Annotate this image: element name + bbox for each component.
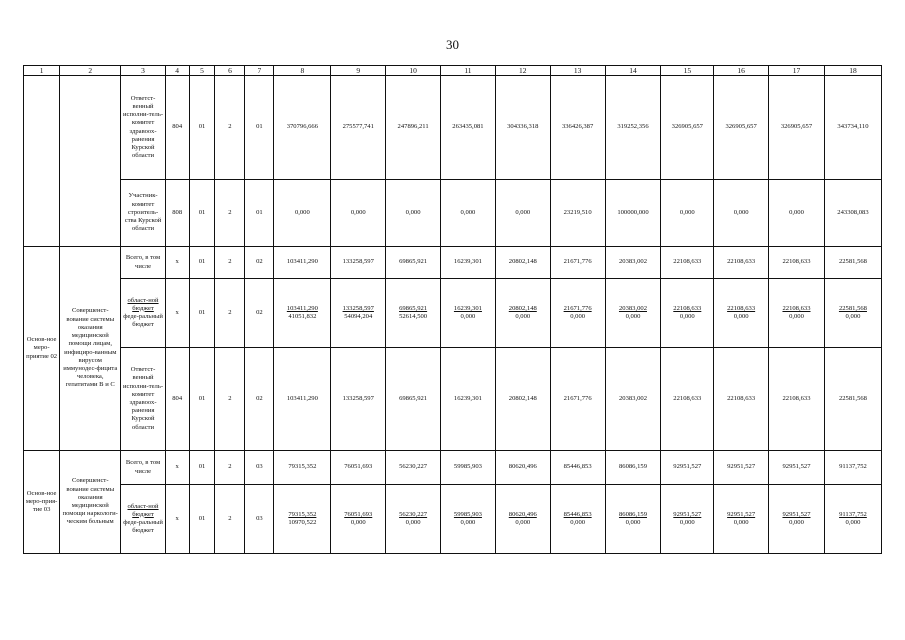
code-cell: 01 [189, 279, 215, 348]
column-header-8: 8 [274, 66, 331, 76]
table-row [24, 76, 882, 180]
value-cell: 22108,633 [769, 348, 825, 451]
regional-budget-value: 22108,633 [727, 304, 756, 312]
value-cell: 20383,002 [605, 348, 661, 451]
federal-budget-value: 0,000 [733, 313, 749, 320]
value-cell: 56230,227 [386, 451, 441, 485]
regional-budget-value: 85446,853 [563, 510, 592, 518]
value-cell: 80620,496 [495, 451, 550, 485]
participant-cell: Ответст-венный исполни-тель-комитет здравоох-ранения Курской области [121, 76, 166, 180]
value-cell: 16239,301 [441, 247, 496, 279]
column-header-15: 15 [661, 66, 714, 76]
code-cell: 02 [245, 279, 274, 348]
value-cell [386, 279, 441, 348]
column-header-9: 9 [331, 66, 386, 76]
column-header-6: 6 [215, 66, 245, 76]
code-cell: х [165, 485, 189, 554]
code-cell: 01 [189, 348, 215, 451]
code-cell: 02 [245, 247, 274, 279]
table-row [24, 247, 882, 279]
code-cell: 808 [165, 180, 189, 247]
value-cell: 79315,352 [274, 451, 331, 485]
table-row [24, 485, 882, 554]
code-cell: 01 [189, 180, 215, 247]
code-cell: 2 [215, 180, 245, 247]
value-cell [331, 485, 386, 554]
code-cell: 03 [245, 485, 274, 554]
regional-budget-value: 21671,776 [563, 304, 592, 312]
federal-budget-value: 0,000 [789, 313, 804, 320]
value-cell [605, 485, 661, 554]
value-cell: 326905,657 [714, 76, 769, 180]
federal-budget-label: феде-ральный бюджет [123, 519, 163, 535]
value-cell: 133258,597 [331, 247, 386, 279]
column-header-14: 14 [605, 66, 661, 76]
column-header-3: 3 [121, 66, 166, 76]
value-cell: 343734,110 [824, 76, 881, 180]
regional-budget-value: 22581,568 [838, 304, 867, 312]
participant-cell: Всего, в том числе [121, 247, 166, 279]
federal-budget-value: 0,000 [570, 313, 586, 320]
code-cell: 01 [245, 180, 274, 247]
code-cell: 2 [215, 247, 245, 279]
value-cell: 22108,633 [714, 247, 769, 279]
value-cell: 69865,921 [386, 348, 441, 451]
federal-budget-value: 0,000 [733, 519, 749, 526]
value-cell: 319252,356 [605, 76, 661, 180]
federal-budget-value: 0,000 [845, 313, 861, 320]
value-cell: 243308,083 [824, 180, 881, 247]
regional-budget-value: 91137,752 [839, 510, 867, 518]
value-cell: 370796,666 [274, 76, 331, 180]
value-cell: 0,000 [661, 180, 714, 247]
value-cell: 59985,903 [441, 451, 496, 485]
value-cell: 21671,776 [550, 348, 605, 451]
federal-budget-value: 10970,522 [288, 519, 317, 526]
value-cell: 22108,633 [661, 247, 714, 279]
federal-budget-value: 0,000 [405, 519, 421, 526]
value-cell: 69865,921 [386, 247, 441, 279]
regional-budget-value: 76051,693 [344, 510, 373, 518]
value-cell [605, 279, 661, 348]
column-header-7: 7 [245, 66, 274, 76]
event-cell: Основ-ное меро-приятие 02 [24, 247, 60, 451]
code-cell: 2 [215, 76, 245, 180]
value-cell: 0,000 [386, 180, 441, 247]
value-cell [769, 279, 825, 348]
code-cell: 2 [215, 485, 245, 554]
value-cell: 304336,318 [495, 76, 550, 180]
column-header-11: 11 [441, 66, 496, 76]
value-cell: 336426,387 [550, 76, 605, 180]
value-cell: 91137,752 [824, 451, 881, 485]
code-cell: 2 [215, 279, 245, 348]
code-cell: 804 [165, 76, 189, 180]
regional-budget-value: 59985,903 [453, 510, 482, 518]
federal-budget-value: 0,000 [845, 519, 861, 526]
federal-budget-value: 41051,832 [288, 313, 317, 320]
value-cell: 20802,148 [495, 247, 550, 279]
federal-budget-value: 0,000 [570, 519, 586, 526]
value-cell: 0,000 [274, 180, 331, 247]
code-cell: 01 [189, 451, 215, 485]
value-cell [550, 485, 605, 554]
column-header-13: 13 [550, 66, 605, 76]
value-cell: 22108,633 [714, 348, 769, 451]
value-cell [441, 485, 496, 554]
value-cell [331, 279, 386, 348]
federal-budget-value: 0,000 [460, 519, 476, 526]
value-cell [274, 279, 331, 348]
column-header-2: 2 [60, 66, 121, 76]
value-cell: 16239,301 [441, 348, 496, 451]
value-cell [824, 485, 881, 554]
regional-budget-value: 80620,496 [508, 510, 537, 518]
code-cell: 2 [215, 348, 245, 451]
value-cell: 326905,657 [769, 76, 825, 180]
code-cell: 01 [189, 76, 215, 180]
code-cell: 2 [215, 451, 245, 485]
federal-budget-value: 0,000 [625, 313, 641, 320]
regional-budget-value: 92951,527 [673, 510, 702, 518]
code-cell: х [165, 451, 189, 485]
column-header-12: 12 [495, 66, 550, 76]
value-cell [441, 279, 496, 348]
value-cell [550, 279, 605, 348]
table-row [24, 348, 882, 451]
column-header-17: 17 [769, 66, 825, 76]
federal-budget-value: 0,000 [460, 313, 476, 320]
value-cell: 0,000 [769, 180, 825, 247]
value-cell: 133258,597 [331, 348, 386, 451]
regional-budget-value: 86086,159 [618, 510, 647, 518]
regional-budget-label: област-ной бюджет [127, 296, 159, 312]
regional-budget-value: 69865,921 [399, 304, 428, 312]
regional-budget-value: 22108,633 [673, 304, 702, 312]
column-header-4: 4 [165, 66, 189, 76]
regional-budget-value: 92951,527 [782, 510, 811, 518]
value-cell: 275577,741 [331, 76, 386, 180]
participant-cell: Всего, в том числе [121, 451, 166, 485]
value-cell: 92951,527 [661, 451, 714, 485]
regional-budget-value: 20802,148 [508, 304, 537, 312]
table-row [24, 451, 882, 485]
value-cell [661, 279, 714, 348]
federal-budget-value: 0,000 [515, 313, 531, 320]
event-name-cell: Совершенст-вование системы оказания медицинской помощи наркологи-ческим больным [60, 451, 121, 554]
column-header-16: 16 [714, 66, 769, 76]
value-cell: 92951,527 [769, 451, 825, 485]
budget-table [23, 65, 882, 554]
column-header-18: 18 [824, 66, 881, 76]
value-cell: 103411,290 [274, 348, 331, 451]
participant-cell: Ответст-венный исполни-тель-комитет здравоох-ранения Курской области [121, 348, 166, 451]
event-name-cell [60, 76, 121, 247]
federal-budget-value: 54094,204 [344, 313, 373, 320]
code-cell: 804 [165, 348, 189, 451]
page-number: 30 [446, 37, 459, 52]
code-cell: 02 [245, 348, 274, 451]
code-cell: 01 [189, 485, 215, 554]
value-cell: 22108,633 [769, 247, 825, 279]
value-cell: 92951,527 [714, 451, 769, 485]
participant-cell [121, 485, 166, 554]
value-cell: 22108,633 [661, 348, 714, 451]
regional-budget-value: 133258,597 [342, 304, 374, 312]
regional-budget-label: област-ной бюджет [127, 502, 159, 518]
code-cell: 01 [245, 76, 274, 180]
value-cell: 0,000 [441, 180, 496, 247]
value-cell: 0,000 [714, 180, 769, 247]
code-cell: 01 [189, 247, 215, 279]
regional-budget-value: 16239,301 [453, 304, 482, 312]
federal-budget-value: 0,000 [515, 519, 531, 526]
regional-budget-value: 92951,527 [727, 510, 756, 518]
participant-cell: Участник-комитет строитель-ства Курской области [121, 180, 166, 247]
participant-cell [121, 279, 166, 348]
value-cell [824, 279, 881, 348]
table-row [24, 180, 882, 247]
value-cell [495, 279, 550, 348]
value-cell [495, 485, 550, 554]
value-cell: 103411,290 [274, 247, 331, 279]
column-header-1: 1 [24, 66, 60, 76]
value-cell [274, 485, 331, 554]
value-cell: 0,000 [495, 180, 550, 247]
regional-budget-value: 22108,633 [782, 304, 811, 312]
value-cell: 100000,000 [605, 180, 661, 247]
value-cell [386, 485, 441, 554]
federal-budget-value: 0,000 [789, 519, 804, 526]
event-cell: Основ-ное меро-прия-тие 03 [24, 451, 60, 554]
value-cell [661, 485, 714, 554]
federal-budget-value: 52614,500 [399, 313, 428, 320]
value-cell: 326905,657 [661, 76, 714, 180]
value-cell [769, 485, 825, 554]
value-cell [714, 279, 769, 348]
federal-budget-value: 0,000 [679, 519, 695, 526]
value-cell: 76051,693 [331, 451, 386, 485]
column-header-10: 10 [386, 66, 441, 76]
value-cell: 22581,568 [824, 247, 881, 279]
regional-budget-value: 79315,352 [288, 510, 317, 518]
federal-budget-label: феде-ральный бюджет [123, 313, 163, 329]
regional-budget-value: 20383,002 [618, 304, 647, 312]
column-header-5: 5 [189, 66, 215, 76]
value-cell: 86086,159 [605, 451, 661, 485]
code-cell: х [165, 279, 189, 348]
event-name-cell: Совершенст-вование системы оказания медицинской помощи лицам, инфициро-ванным вирусом иммунодес-фицита человека, гепатитами В и С [60, 247, 121, 451]
federal-budget-value: 0,000 [350, 519, 366, 526]
value-cell: 20383,002 [605, 247, 661, 279]
value-cell: 0,000 [331, 180, 386, 247]
value-cell: 20802,148 [495, 348, 550, 451]
value-cell [714, 485, 769, 554]
header-row [24, 66, 882, 76]
value-cell: 23219,510 [550, 180, 605, 247]
value-cell: 247896,211 [386, 76, 441, 180]
value-cell: 85446,853 [550, 451, 605, 485]
code-cell: 03 [245, 451, 274, 485]
regional-budget-value: 56230,227 [399, 510, 428, 518]
federal-budget-value: 0,000 [625, 519, 641, 526]
regional-budget-value: 103411,290 [286, 304, 318, 312]
code-cell: х [165, 247, 189, 279]
event-cell [24, 76, 60, 247]
table-row [24, 279, 882, 348]
value-cell: 21671,776 [550, 247, 605, 279]
value-cell: 263435,081 [441, 76, 496, 180]
federal-budget-value: 0,000 [679, 313, 695, 320]
value-cell: 22581,568 [824, 348, 881, 451]
